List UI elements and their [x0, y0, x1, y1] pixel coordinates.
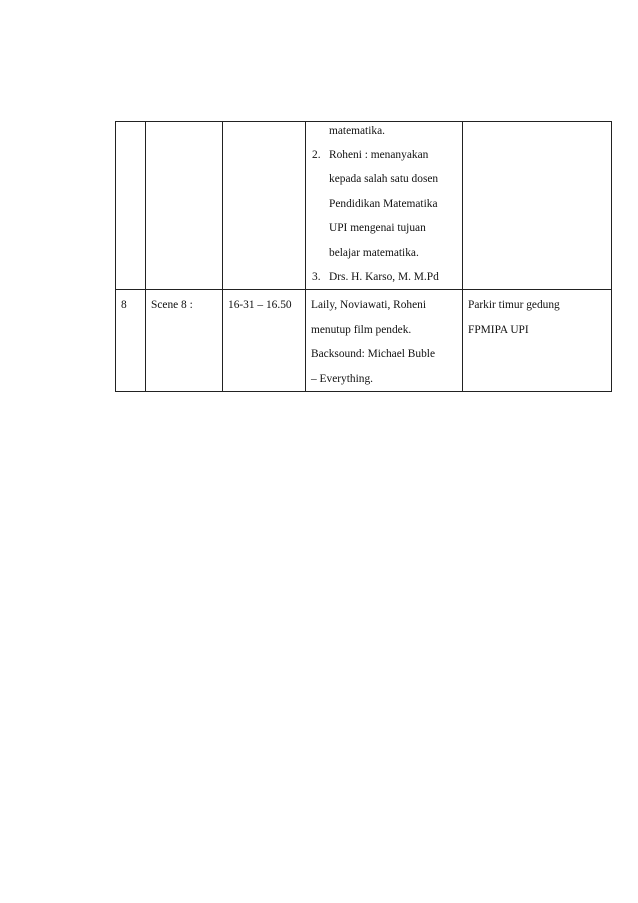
content-line: UPI mengenai tujuan — [329, 222, 426, 235]
number-cell — [116, 122, 146, 290]
time-range: 16-31 – 16.50 — [228, 299, 292, 312]
time-cell — [223, 122, 306, 290]
location-line: FPMIPA UPI — [468, 323, 529, 336]
content-cell — [306, 290, 463, 392]
content-line: Laily, Noviawati, Roheni — [311, 299, 427, 312]
scene-cell — [146, 290, 223, 392]
location-cell — [463, 122, 612, 290]
content-line: matematika. — [329, 125, 385, 137]
row-number: 8 — [121, 299, 127, 312]
scene-label: Scene 8 : — [151, 299, 193, 312]
table-row — [116, 290, 612, 392]
list-number: 3. — [312, 270, 321, 283]
content-line: Backsound: Michael Buble — [311, 348, 436, 361]
content-line: kepada salah satu dosen — [329, 173, 439, 186]
location-cell — [463, 290, 612, 392]
numbered-line — [306, 265, 462, 289]
content-line: Drs. H. Karso, M. M.Pd — [329, 270, 439, 283]
content-line: – Everything. — [311, 372, 374, 385]
scene-cell — [146, 122, 223, 290]
content-line: menutup film pendek. — [311, 323, 412, 336]
number-cell — [116, 290, 146, 392]
numbered-line — [306, 143, 462, 167]
content-line: Roheni : menanyakan — [329, 149, 429, 161]
time-cell — [223, 290, 306, 392]
content-line: belajar matematika. — [329, 246, 419, 259]
table-row — [116, 122, 612, 290]
content-line: Pendidikan Matematika — [329, 197, 438, 210]
location-line: Parkir timur gedung — [468, 299, 560, 312]
content-cell — [306, 122, 463, 290]
scene-table — [115, 121, 612, 392]
list-number: 2. — [312, 149, 321, 161]
